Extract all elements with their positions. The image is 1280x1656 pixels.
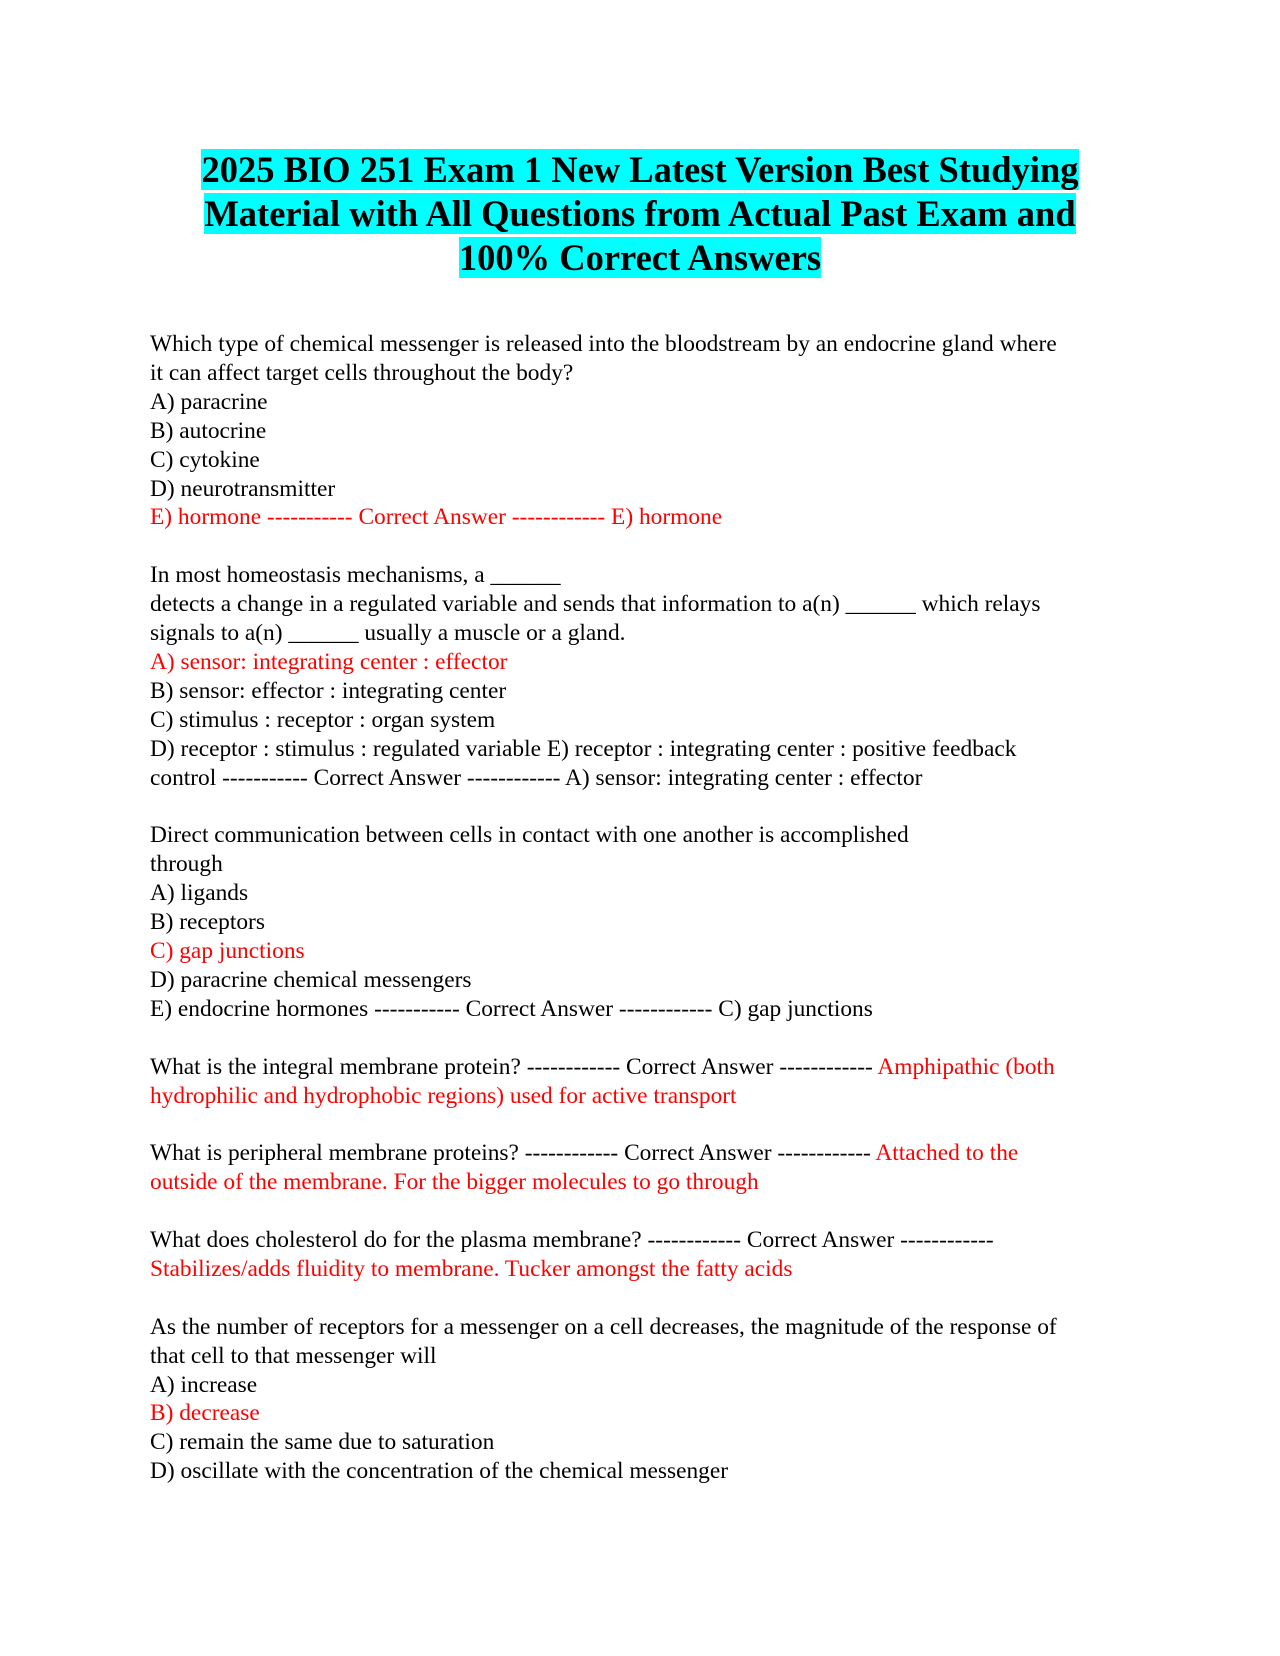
answer-text: C) gap junctions: [150, 938, 305, 964]
answer-text: Stabilizes/adds fluidity to membrane. Tucker amongst the fatty acids: [150, 1255, 793, 1282]
answer-text: E) hormone ----------- Correct Answer ------------ E) hormone: [150, 504, 723, 531]
question-line: [150, 590, 1140, 619]
question-text: As the number of receptors for a messenger on a cell decreases, the magnitude of the response of: [150, 1313, 1057, 1340]
title-line-text: Material with All Questions from Actual Past Exam and: [204, 193, 1076, 234]
question-text: A) increase: [150, 1371, 258, 1398]
question-text: D) neurotransmitter: [150, 475, 336, 502]
question-text: Which type of chemical messenger is released into the bloodstream by an endocrine gland where: [150, 331, 1057, 357]
question-text: E) endocrine hormones ----------- Correct Answer ------------ C) gap junctions: [150, 995, 873, 1022]
question-line: [150, 1168, 1140, 1197]
question-line: [150, 966, 1140, 995]
title-line: [150, 148, 1130, 192]
question-line: [150, 417, 1140, 446]
question-text: D) oscillate with the concentration of the chemical messenger: [150, 1458, 729, 1485]
question-line: [150, 764, 1140, 793]
question-text: What is the integral membrane protein? ------------ Correct Answer ------------: [150, 1053, 878, 1080]
question-line: [150, 821, 1140, 850]
question-text: signals to a(n) ______ usually a muscle or a gland.: [150, 620, 626, 647]
question-text: it can affect target cells throughout the body?: [150, 359, 574, 386]
question-line: [150, 1428, 1140, 1457]
question-block: [150, 561, 1140, 792]
question-text: C) cytokine: [150, 446, 260, 473]
question-line: [150, 475, 1140, 504]
question-line: [150, 908, 1140, 937]
question-text: Direct communication between cells in contact with one another is accomplished: [150, 822, 909, 849]
question-line: [150, 446, 1140, 475]
question-line: [150, 1342, 1140, 1371]
questions-list: [150, 330, 1140, 1486]
question-line: [150, 330, 1140, 359]
question-line: [150, 677, 1140, 706]
title-line-text: 100% Correct Answers: [458, 237, 822, 278]
question-text: A) ligands: [150, 880, 249, 907]
question-block: [150, 1226, 1140, 1284]
question-text: D) paracrine chemical messengers: [150, 966, 472, 993]
question-line: [150, 1457, 1140, 1486]
question-text: What is peripheral membrane proteins? ------------ Correct Answer ------------: [150, 1140, 876, 1167]
question-line: [150, 1255, 1140, 1284]
title-line: [150, 236, 1130, 280]
question-line: [150, 1399, 1140, 1428]
question-block: [150, 330, 1140, 532]
question-line: [150, 561, 1140, 590]
question-line: [150, 1139, 1140, 1168]
question-text: B) sensor: effector : integrating center: [150, 677, 507, 704]
question-text: In most homeostasis mechanisms, a ______: [150, 562, 561, 589]
question-line: [150, 648, 1140, 677]
question-text: B) receptors: [150, 909, 265, 936]
question-line: [150, 706, 1140, 735]
question-line: [150, 1082, 1140, 1111]
title-line-text: 2025 BIO 251 Exam 1 New Latest Version Best Studying: [201, 149, 1079, 190]
question-line: [150, 359, 1140, 388]
question-block: [150, 1313, 1140, 1486]
question-text: What does cholesterol do for the plasma membrane? ------------ Correct Answer ------------: [150, 1227, 994, 1254]
question-text: through: [150, 851, 223, 878]
question-text: B) autocrine: [150, 417, 267, 444]
question-text: that cell to that messenger will: [150, 1342, 437, 1369]
question-block: [150, 1139, 1140, 1197]
question-line: [150, 1371, 1140, 1400]
question-line: [150, 1226, 1140, 1255]
question-line: [150, 995, 1140, 1024]
question-text: detects a change in a regulated variable and sends that information to a(n) ______ which relays: [150, 591, 1041, 618]
answer-text: Attached to the: [875, 1140, 1019, 1167]
answer-text: B) decrease: [150, 1400, 260, 1427]
question-block: [150, 1053, 1140, 1111]
question-line: [150, 388, 1140, 417]
document-title: [150, 148, 1130, 280]
question-line: [150, 937, 1140, 966]
question-text: C) remain the same due to saturation: [150, 1429, 495, 1456]
question-line: [150, 1313, 1140, 1342]
answer-text: outside of the membrane. For the bigger molecules to go through: [150, 1169, 759, 1196]
question-line: [150, 850, 1140, 879]
question-line: [150, 735, 1140, 764]
question-line: [150, 879, 1140, 908]
answer-text: A) sensor: integrating center : effector: [150, 648, 508, 675]
answer-text: Amphipathic (both: [877, 1053, 1055, 1080]
question-line: [150, 619, 1140, 648]
question-line: [150, 503, 1140, 532]
question-text: A) paracrine: [150, 388, 268, 415]
answer-text: hydrophilic and hydrophobic regions) used for active transport: [150, 1082, 737, 1109]
question-line: [150, 1053, 1140, 1082]
question-text: C) stimulus : receptor : organ system: [150, 706, 496, 733]
title-line: [150, 192, 1130, 236]
question-text: control ----------- Correct Answer ------------ A) sensor: integrating center : effector: [150, 764, 923, 791]
question-block: [150, 821, 1140, 1023]
question-text: D) receptor : stimulus : regulated variable E) receptor : integrating center : positive feedback: [150, 735, 1017, 762]
